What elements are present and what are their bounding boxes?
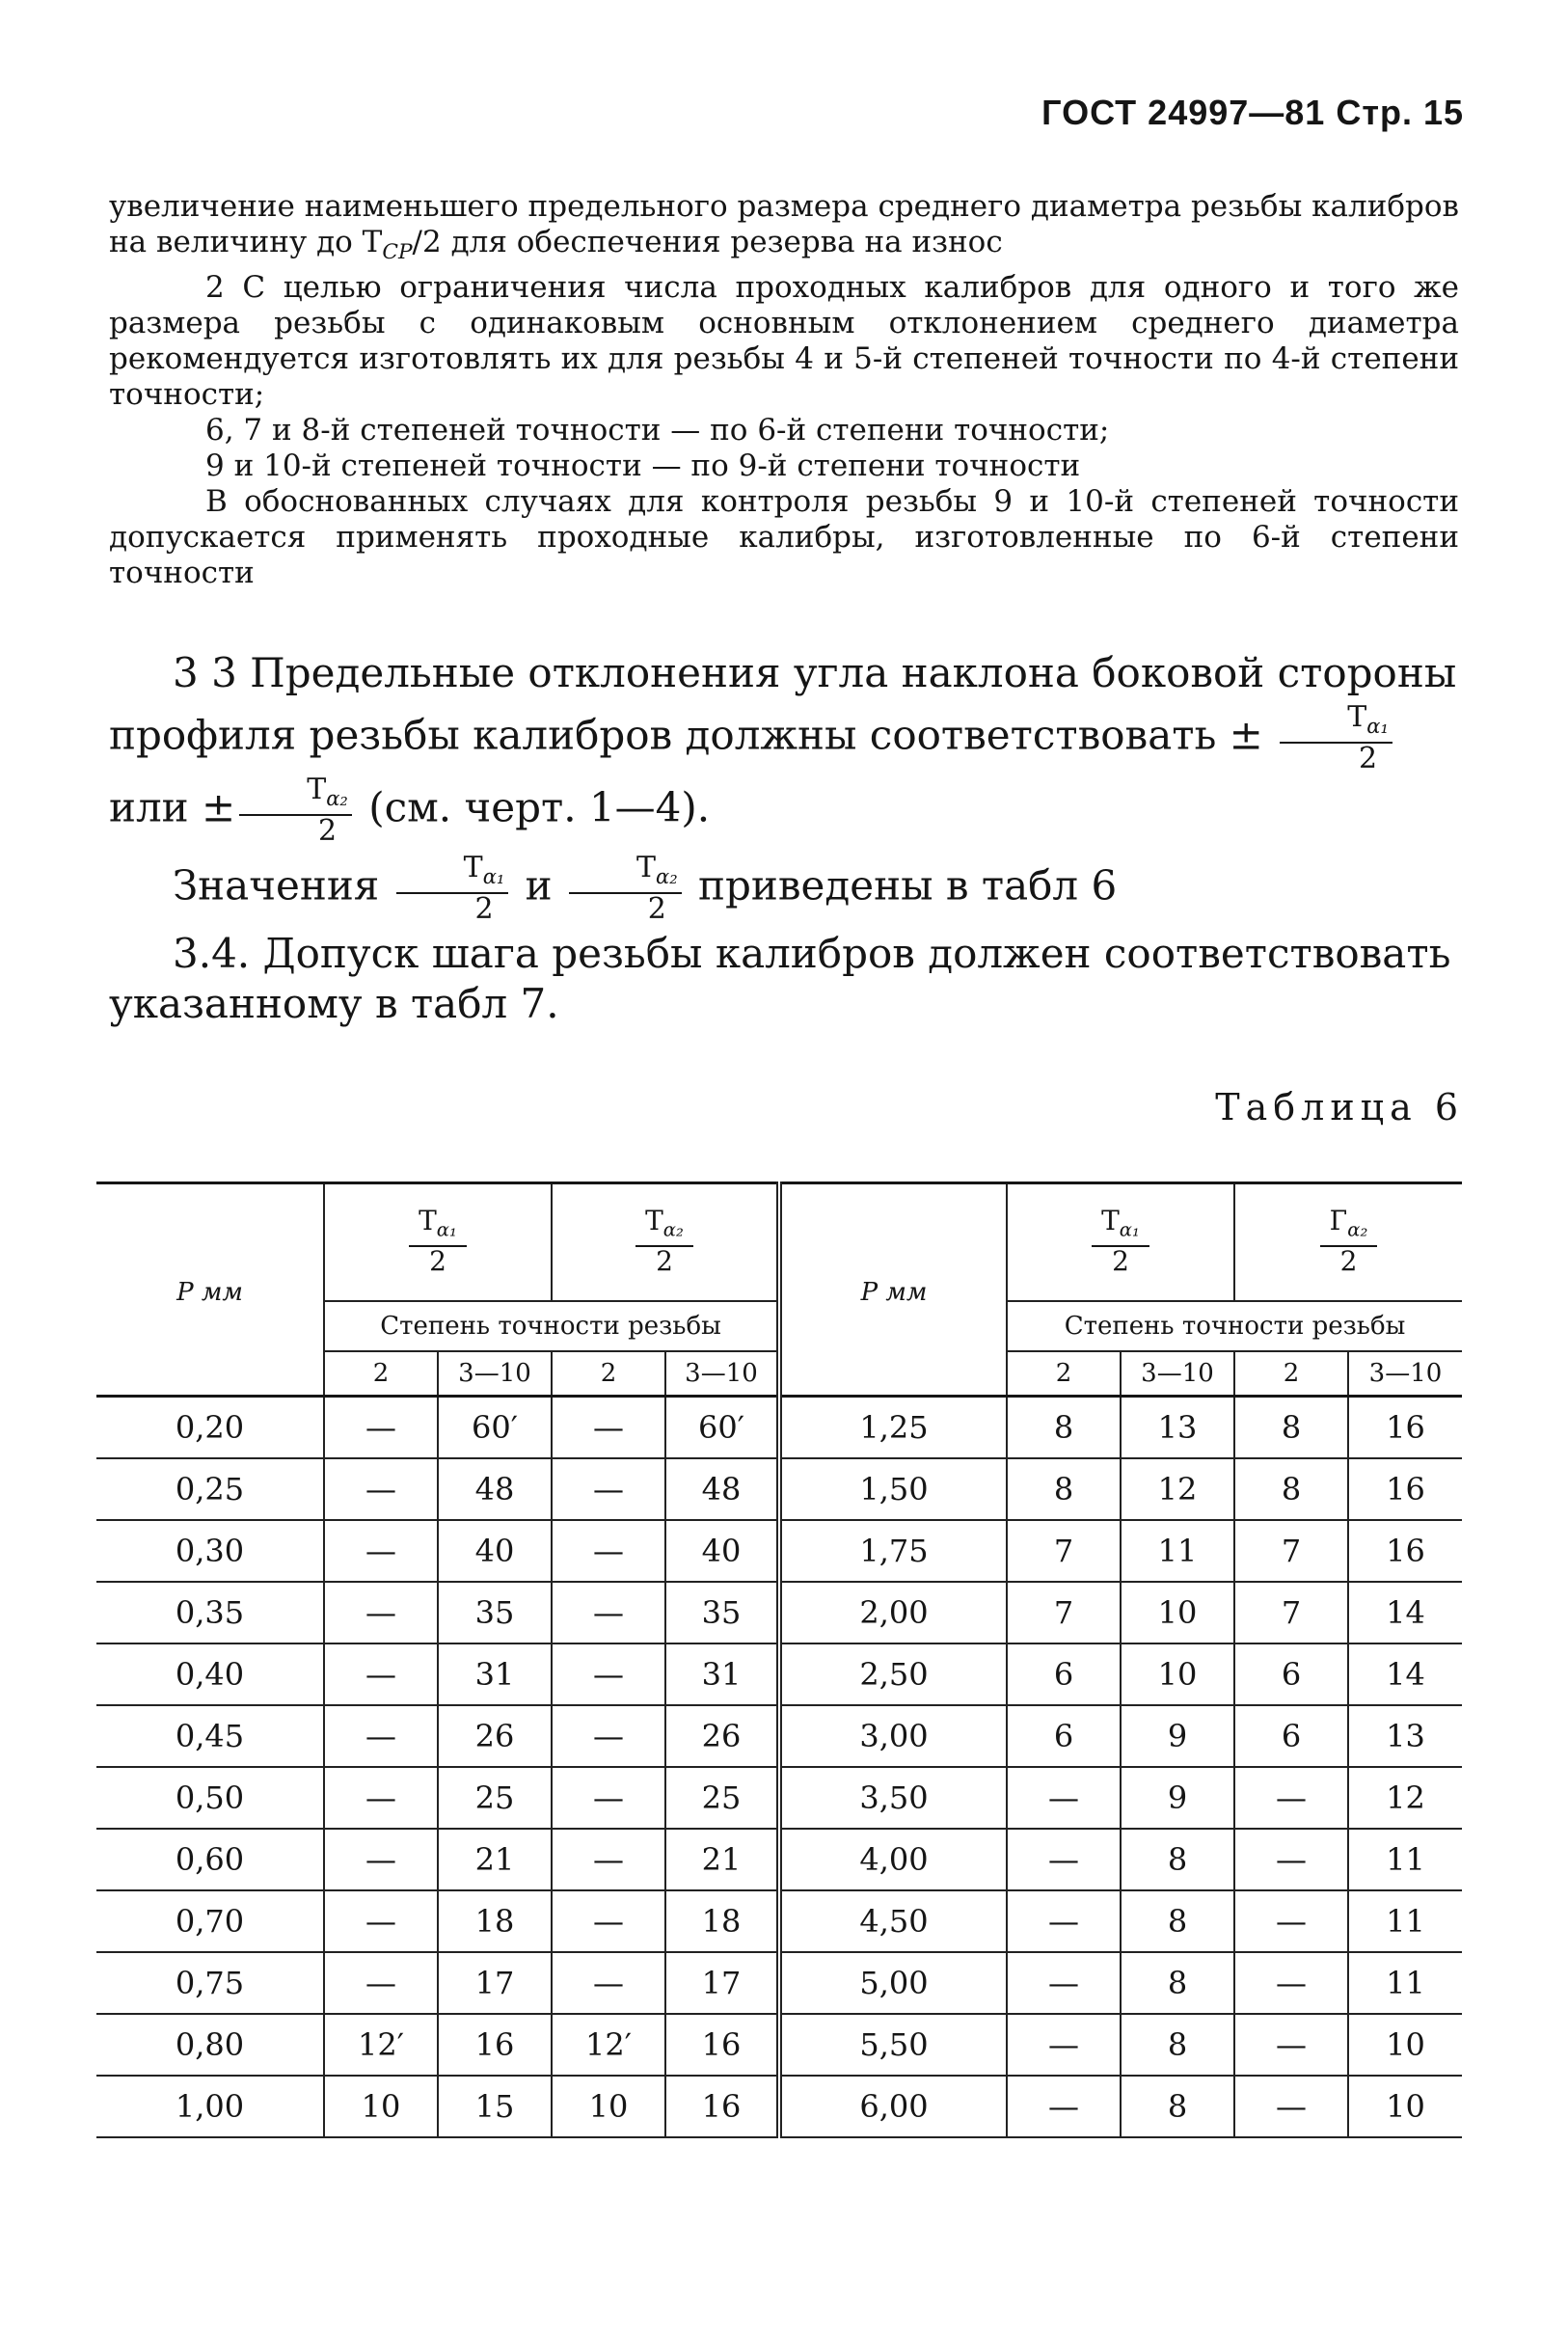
values-line: Значения $\frac{Т_{\alpha_1}}{2}$ и $\frac{Т_{\alpha_2}}{2}$ приведены в табл 6 xyxy=(173,851,1118,926)
cell-value-left: 15 xyxy=(438,2076,552,2137)
cell-value-right: 7 xyxy=(1007,1582,1121,1643)
cell-value-left: 35 xyxy=(665,1582,779,1643)
cell-value-right: — xyxy=(1007,1767,1121,1829)
paragraph-note-2: 2 С целью ограничения числа проходных калибров для одного и того же размера резьбы с одинаковым основным отклонением среднего диаметра рекомендуется изготовлять их для резьбы 4 и 5-й степеней точности по 4-й степени точности; xyxy=(109,270,1459,413)
cell-value-left: 12′ xyxy=(324,2014,438,2076)
header-accuracy-right: Степень точности резьбы xyxy=(1007,1301,1462,1351)
cell-value-right: — xyxy=(1007,2014,1121,2076)
subcol-header: 3—10 xyxy=(1121,1351,1234,1397)
cell-pitch-left: 0,35 xyxy=(96,1582,324,1643)
cell-pitch-left: 0,75 xyxy=(96,1952,324,2014)
cell-pitch-right: 4,00 xyxy=(779,1829,1007,1890)
cell-value-left: 48 xyxy=(665,1458,779,1520)
cell-pitch-right: 2,00 xyxy=(779,1582,1007,1643)
cell-value-right: 16 xyxy=(1348,1458,1462,1520)
cell-value-left: — xyxy=(552,1458,665,1520)
cell-pitch-left: 0,30 xyxy=(96,1520,324,1582)
cell-pitch-left: 0,80 xyxy=(96,2014,324,2076)
cell-value-right: 14 xyxy=(1348,1582,1462,1643)
header-t-alpha2-left: $\frac{Т_{\alpha_2}}{2}$ xyxy=(635,1207,693,1276)
cell-pitch-right: 1,50 xyxy=(779,1458,1007,1520)
cell-value-right: 14 xyxy=(1348,1643,1462,1705)
cell-value-left: 40 xyxy=(438,1520,552,1582)
cell-value-left: 10 xyxy=(324,2076,438,2137)
cell-pitch-left: 0,50 xyxy=(96,1767,324,1829)
cell-pitch-right: 3,00 xyxy=(779,1705,1007,1767)
cell-value-right: 16 xyxy=(1348,1397,1462,1459)
cell-pitch-right: 5,50 xyxy=(779,2014,1007,2076)
cell-value-right: — xyxy=(1234,2014,1348,2076)
cell-value-right: 8 xyxy=(1121,2014,1234,2076)
intro-text-block xyxy=(109,189,1459,591)
cell-value-right: 8 xyxy=(1121,2076,1234,2137)
cell-pitch-right: 1,25 xyxy=(779,1397,1007,1459)
or-word: или xyxy=(109,783,189,831)
cell-value-left: 18 xyxy=(665,1890,779,1952)
cell-value-right: — xyxy=(1007,1890,1121,1952)
cell-value-left: — xyxy=(324,1458,438,1520)
cell-value-right: 11 xyxy=(1121,1520,1234,1582)
cell-value-right: — xyxy=(1234,1767,1348,1829)
cell-value-right: — xyxy=(1007,1952,1121,2014)
header-t-alpha1-left: $\frac{Т_{\alpha_1}}{2}$ xyxy=(409,1207,467,1276)
cell-value-left: 10 xyxy=(552,2076,665,2137)
table-row xyxy=(96,1643,1462,1705)
cell-value-left: 21 xyxy=(665,1829,779,1890)
subcol-header: 3—10 xyxy=(1348,1351,1462,1397)
cell-value-left: — xyxy=(324,1767,438,1829)
cell-value-left: 60′ xyxy=(665,1397,779,1459)
cell-value-right: — xyxy=(1234,1890,1348,1952)
cell-pitch-right: 3,50 xyxy=(779,1767,1007,1829)
fraction-t-alpha1: $\frac{Т_{\alpha_1}}{2}$ xyxy=(1280,702,1392,774)
cell-value-left: 17 xyxy=(665,1952,779,2014)
cell-value-left: 48 xyxy=(438,1458,552,1520)
cell-value-right: 13 xyxy=(1348,1705,1462,1767)
cell-value-left: 16 xyxy=(438,2014,552,2076)
table-row xyxy=(96,1458,1462,1520)
cell-value-right: 10 xyxy=(1348,2014,1462,2076)
table-row xyxy=(96,1829,1462,1890)
cell-value-left: — xyxy=(552,1520,665,1582)
cell-value-left: 12′ xyxy=(552,2014,665,2076)
cell-value-left: — xyxy=(324,1520,438,1582)
cell-value-left: 40 xyxy=(665,1520,779,1582)
cell-value-left: — xyxy=(552,1767,665,1829)
paragraph-wear-reserve: увеличение наименьшего предельного размера среднего диаметра резьбы калибров на величину до $Т_{СР}/2$ для обеспечения резерва на износ xyxy=(109,189,1459,265)
cell-pitch-left: 0,25 xyxy=(96,1458,324,1520)
table-header xyxy=(96,1183,1462,1397)
cell-value-left: — xyxy=(324,1829,438,1890)
cell-value-right: — xyxy=(1234,2076,1348,2137)
page-header: ГОСТ 24997—81 Стр. 15 xyxy=(1041,93,1464,132)
cell-value-left: — xyxy=(552,1952,665,2014)
cell-value-right: 7 xyxy=(1234,1520,1348,1582)
cell-value-left: 35 xyxy=(438,1582,552,1643)
cell-value-left: — xyxy=(324,1705,438,1767)
subcol-header: 2 xyxy=(1007,1351,1121,1397)
cell-value-right: 8 xyxy=(1121,1829,1234,1890)
table-6 xyxy=(96,1182,1462,2138)
table-caption: Таблица 6 xyxy=(1215,1086,1464,1128)
cell-value-right: 16 xyxy=(1348,1520,1462,1582)
cell-pitch-left: 0,70 xyxy=(96,1890,324,1952)
cell-value-right: — xyxy=(1234,1952,1348,2014)
cell-value-left: — xyxy=(324,1890,438,1952)
cell-value-left: 60′ xyxy=(438,1397,552,1459)
cell-value-right: 11 xyxy=(1348,1829,1462,1890)
table-row xyxy=(96,1520,1462,1582)
cell-value-left: 25 xyxy=(665,1767,779,1829)
table-row xyxy=(96,2076,1462,2137)
subcol-header: 2 xyxy=(552,1351,665,1397)
cell-value-left: 31 xyxy=(438,1643,552,1705)
cell-pitch-left: 0,20 xyxy=(96,1397,324,1459)
table-body xyxy=(96,1397,1462,2138)
cell-value-right: 11 xyxy=(1348,1952,1462,2014)
subcol-header: 3—10 xyxy=(665,1351,779,1397)
table-row xyxy=(96,1952,1462,2014)
cell-value-left: — xyxy=(552,1643,665,1705)
header-g-alpha2-right: $\frac{Г_{\alpha_2}}{2}$ xyxy=(1320,1207,1378,1276)
cell-value-left: — xyxy=(324,1397,438,1459)
cell-value-right: 12 xyxy=(1348,1767,1462,1829)
header-p-mm-left: Р мм xyxy=(176,1278,243,1307)
paragraph-justified-cases: В обоснованных случаях для контроля резьбы 9 и 10-й степеней точности допускается применять проходные калибры, изготовленные по 6-й степени точности xyxy=(109,484,1459,591)
cell-value-right: 6 xyxy=(1234,1705,1348,1767)
cell-value-left: 16 xyxy=(665,2014,779,2076)
cell-value-right: 6 xyxy=(1234,1643,1348,1705)
fraction-values-alpha2: $\frac{Т_{\alpha_2}}{2}$ xyxy=(569,853,682,925)
section-3-3-text: 3 3 Предельные отклонения угла наклона боковой стороны профиля резьбы калибров должны соответствовать ± xyxy=(109,649,1457,759)
cell-value-right: 6 xyxy=(1007,1705,1121,1767)
cell-value-left: 21 xyxy=(438,1829,552,1890)
fraction-t-alpha2: $\frac{Т_{\alpha_2}}{2}$ xyxy=(239,774,352,847)
cell-pitch-right: 6,00 xyxy=(779,2076,1007,2137)
cell-value-right: 7 xyxy=(1234,1582,1348,1643)
table-row xyxy=(96,1705,1462,1767)
drawing-reference: (см. черт. 1—4). xyxy=(368,783,711,831)
cell-value-left: — xyxy=(324,1643,438,1705)
subcol-header: 2 xyxy=(324,1351,438,1397)
section-3-4: 3.4. Допуск шага резьбы калибров должен соответствовать указанному в табл 7. xyxy=(109,930,1451,1027)
cell-value-right: 9 xyxy=(1121,1767,1234,1829)
cell-value-left: — xyxy=(552,1890,665,1952)
cell-value-right: 8 xyxy=(1234,1458,1348,1520)
cell-pitch-left: 1,00 xyxy=(96,2076,324,2137)
table-row xyxy=(96,1582,1462,1643)
subcol-header: 3—10 xyxy=(438,1351,552,1397)
cell-value-right: — xyxy=(1234,1829,1348,1890)
table-row xyxy=(96,2014,1462,2076)
paragraph-degrees-9-10: 9 и 10-й степеней точности — по 9-й степени точности xyxy=(205,448,1081,484)
header-accuracy-left: Степень точности резьбы xyxy=(324,1301,779,1351)
cell-pitch-left: 0,60 xyxy=(96,1829,324,1890)
cell-value-left: 31 xyxy=(665,1643,779,1705)
cell-value-right: 8 xyxy=(1007,1397,1121,1459)
cell-pitch-right: 2,50 xyxy=(779,1643,1007,1705)
cell-value-right: — xyxy=(1007,2076,1121,2137)
table-row xyxy=(96,1767,1462,1829)
table-row xyxy=(96,1890,1462,1952)
section-3-3: 3 3 Предельные отклонения угла наклона боковой стороны профиля резьбы калибров должны соответствовать ± $\frac{Т_{\alpha_1}}{2}$ или ± $\frac{Т_{\alpha_2}}{2}$ (см. черт. 1—4). Значения $\frac{Т_{\alpha_1}}{2}$ и $\frac{Т_{\alpha_2}}{2}$ приведены в табл 6 3.4. Допуск шага резьбы калибров должен соответствовать указанному в табл 7. xyxy=(109,644,1459,1029)
cell-pitch-left: 0,40 xyxy=(96,1643,324,1705)
cell-pitch-left: 0,45 xyxy=(96,1705,324,1767)
cell-value-left: — xyxy=(552,1829,665,1890)
cell-value-right: 8 xyxy=(1234,1397,1348,1459)
cell-value-left: — xyxy=(552,1582,665,1643)
cell-pitch-right: 1,75 xyxy=(779,1520,1007,1582)
cell-value-right: 12 xyxy=(1121,1458,1234,1520)
cell-value-left: 25 xyxy=(438,1767,552,1829)
paragraph-degrees-6-8: 6, 7 и 8-й степеней точности — по 6-й степени точности; xyxy=(205,413,1110,448)
cell-value-left: 16 xyxy=(665,2076,779,2137)
cell-value-left: — xyxy=(552,1705,665,1767)
cell-value-left: 17 xyxy=(438,1952,552,2014)
cell-value-left: — xyxy=(324,1952,438,2014)
cell-value-right: 7 xyxy=(1007,1520,1121,1582)
cell-value-right: 10 xyxy=(1121,1643,1234,1705)
cell-value-right: 6 xyxy=(1007,1643,1121,1705)
cell-pitch-right: 5,00 xyxy=(779,1952,1007,2014)
cell-value-right: 8 xyxy=(1121,1890,1234,1952)
cell-value-right: 13 xyxy=(1121,1397,1234,1459)
subcol-header: 2 xyxy=(1234,1351,1348,1397)
cell-value-left: — xyxy=(324,1582,438,1643)
header-p-mm-right: Р мм xyxy=(860,1278,928,1307)
cell-value-right: 9 xyxy=(1121,1705,1234,1767)
cell-value-right: — xyxy=(1007,1829,1121,1890)
cell-value-right: 10 xyxy=(1121,1582,1234,1643)
cell-value-right: 8 xyxy=(1007,1458,1121,1520)
table-row xyxy=(96,1397,1462,1459)
cell-value-right: 10 xyxy=(1348,2076,1462,2137)
cell-value-left: — xyxy=(552,1397,665,1459)
cell-value-left: 18 xyxy=(438,1890,552,1952)
cell-value-left: 26 xyxy=(665,1705,779,1767)
cell-pitch-right: 4,50 xyxy=(779,1890,1007,1952)
cell-value-left: 26 xyxy=(438,1705,552,1767)
fraction-values-alpha1: $\frac{Т_{\alpha_1}}{2}$ xyxy=(396,853,509,925)
header-t-alpha1-right: $\frac{Т_{\alpha_1}}{2}$ xyxy=(1092,1207,1149,1276)
cell-value-right: 11 xyxy=(1348,1890,1462,1952)
cell-value-right: 8 xyxy=(1121,1952,1234,2014)
